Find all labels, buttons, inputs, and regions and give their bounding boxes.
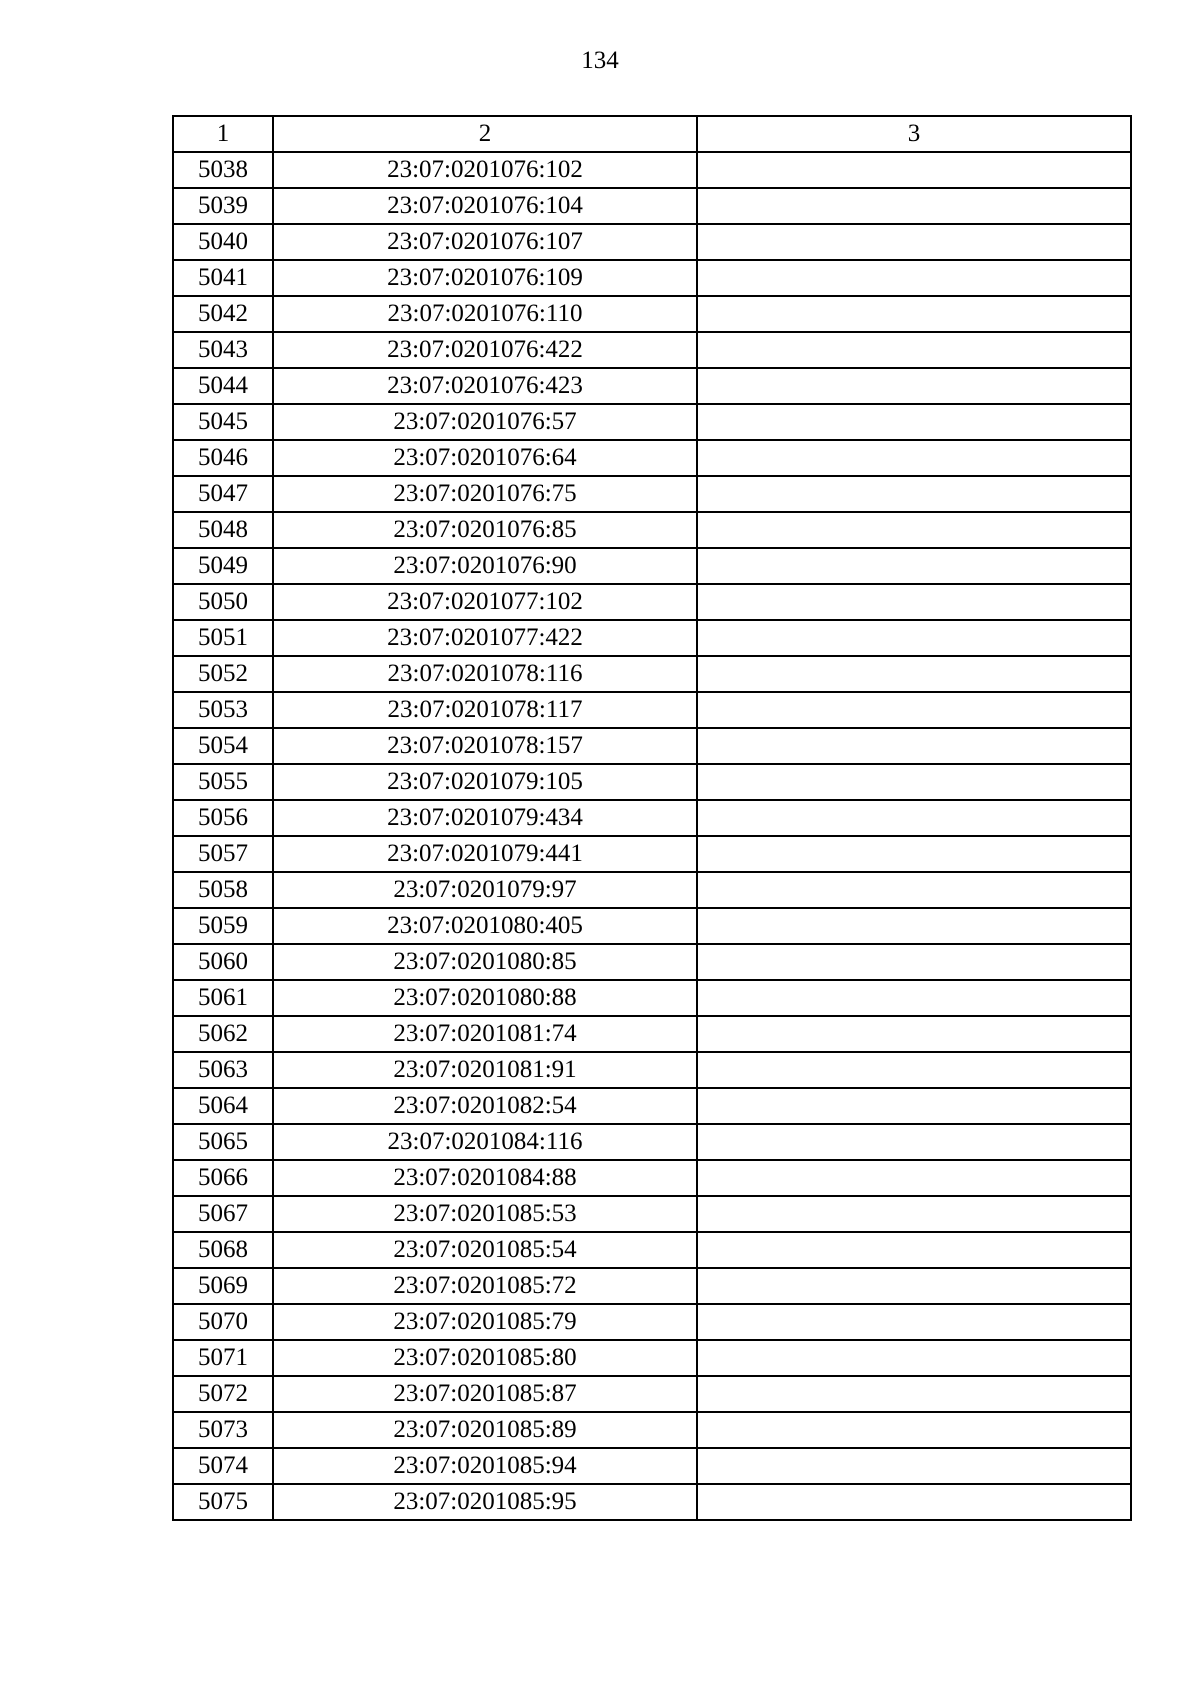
table-row bbox=[173, 476, 1131, 512]
row-number-cell: 5064 bbox=[173, 1088, 273, 1124]
row-number-cell: 5053 bbox=[173, 692, 273, 728]
row-number-cell: 5072 bbox=[173, 1376, 273, 1412]
note-cell bbox=[697, 1376, 1131, 1412]
row-number-cell: 5067 bbox=[173, 1196, 273, 1232]
row-number-cell: 5057 bbox=[173, 836, 273, 872]
row-number-cell: 5043 bbox=[173, 332, 273, 368]
cadastral-number-cell: 23:07:0201079:441 bbox=[273, 836, 697, 872]
cadastral-number-cell: 23:07:0201085:87 bbox=[273, 1376, 697, 1412]
row-number-cell: 5070 bbox=[173, 1304, 273, 1340]
cadastral-number-cell: 23:07:0201076:102 bbox=[273, 152, 697, 188]
row-number-cell: 5045 bbox=[173, 404, 273, 440]
cadastral-number-cell: 23:07:0201081:74 bbox=[273, 1016, 697, 1052]
note-cell bbox=[697, 440, 1131, 476]
note-cell bbox=[697, 152, 1131, 188]
cadastral-number-cell: 23:07:0201080:405 bbox=[273, 908, 697, 944]
note-cell bbox=[697, 1304, 1131, 1340]
cadastral-number-cell: 23:07:0201081:91 bbox=[273, 1052, 697, 1088]
note-cell bbox=[697, 1016, 1131, 1052]
cadastral-number-cell: 23:07:0201082:54 bbox=[273, 1088, 697, 1124]
table-row bbox=[173, 1160, 1131, 1196]
note-cell bbox=[697, 404, 1131, 440]
cadastral-table bbox=[172, 115, 1132, 1521]
table-row bbox=[173, 728, 1131, 764]
table-row bbox=[173, 188, 1131, 224]
row-number-cell: 5058 bbox=[173, 872, 273, 908]
cadastral-number-cell: 23:07:0201076:85 bbox=[273, 512, 697, 548]
cadastral-number-cell: 23:07:0201078:157 bbox=[273, 728, 697, 764]
cadastral-number-cell: 23:07:0201076:107 bbox=[273, 224, 697, 260]
row-number-cell: 5042 bbox=[173, 296, 273, 332]
note-cell bbox=[697, 368, 1131, 404]
table-row bbox=[173, 1484, 1131, 1520]
cadastral-number-cell: 23:07:0201085:53 bbox=[273, 1196, 697, 1232]
row-number-cell: 5060 bbox=[173, 944, 273, 980]
row-number-cell: 5047 bbox=[173, 476, 273, 512]
row-number-cell: 5048 bbox=[173, 512, 273, 548]
row-number-cell: 5039 bbox=[173, 188, 273, 224]
cadastral-number-cell: 23:07:0201076:422 bbox=[273, 332, 697, 368]
table-row bbox=[173, 368, 1131, 404]
cadastral-number-cell: 23:07:0201079:105 bbox=[273, 764, 697, 800]
cadastral-number-cell: 23:07:0201076:104 bbox=[273, 188, 697, 224]
cadastral-number-cell: 23:07:0201085:94 bbox=[273, 1448, 697, 1484]
note-cell bbox=[697, 584, 1131, 620]
table-row bbox=[173, 512, 1131, 548]
table-row bbox=[173, 224, 1131, 260]
row-number-cell: 5051 bbox=[173, 620, 273, 656]
table-row bbox=[173, 1088, 1131, 1124]
note-cell bbox=[697, 1052, 1131, 1088]
row-number-cell: 5049 bbox=[173, 548, 273, 584]
table-row bbox=[173, 1016, 1131, 1052]
note-cell bbox=[697, 1448, 1131, 1484]
table-row bbox=[173, 584, 1131, 620]
table-row bbox=[173, 620, 1131, 656]
row-number-cell: 5071 bbox=[173, 1340, 273, 1376]
note-cell bbox=[697, 944, 1131, 980]
row-number-cell: 5062 bbox=[173, 1016, 273, 1052]
row-number-cell: 5056 bbox=[173, 800, 273, 836]
note-cell bbox=[697, 980, 1131, 1016]
note-cell bbox=[697, 620, 1131, 656]
row-number-cell: 5068 bbox=[173, 1232, 273, 1268]
note-cell bbox=[697, 908, 1131, 944]
cadastral-number-cell: 23:07:0201080:88 bbox=[273, 980, 697, 1016]
note-cell bbox=[697, 1088, 1131, 1124]
table-row bbox=[173, 1448, 1131, 1484]
row-number-cell: 5059 bbox=[173, 908, 273, 944]
row-number-cell: 5054 bbox=[173, 728, 273, 764]
cadastral-number-cell: 23:07:0201076:90 bbox=[273, 548, 697, 584]
note-cell bbox=[697, 512, 1131, 548]
note-cell bbox=[697, 1196, 1131, 1232]
cadastral-number-cell: 23:07:0201079:97 bbox=[273, 872, 697, 908]
note-cell bbox=[697, 188, 1131, 224]
table-row bbox=[173, 296, 1131, 332]
table-row bbox=[173, 656, 1131, 692]
table-row bbox=[173, 1304, 1131, 1340]
note-cell bbox=[697, 836, 1131, 872]
note-cell bbox=[697, 728, 1131, 764]
cadastral-number-cell: 23:07:0201085:54 bbox=[273, 1232, 697, 1268]
cadastral-number-cell: 23:07:0201085:80 bbox=[273, 1340, 697, 1376]
note-cell bbox=[697, 872, 1131, 908]
table-row bbox=[173, 332, 1131, 368]
note-cell bbox=[697, 1160, 1131, 1196]
note-cell bbox=[697, 1124, 1131, 1160]
cadastral-number-cell: 23:07:0201076:57 bbox=[273, 404, 697, 440]
cadastral-number-cell: 23:07:0201076:110 bbox=[273, 296, 697, 332]
cadastral-number-cell: 23:07:0201077:422 bbox=[273, 620, 697, 656]
table-row bbox=[173, 836, 1131, 872]
row-number-cell: 5063 bbox=[173, 1052, 273, 1088]
cadastral-number-cell: 23:07:0201077:102 bbox=[273, 584, 697, 620]
table-row bbox=[173, 1268, 1131, 1304]
note-cell bbox=[697, 1412, 1131, 1448]
table-row bbox=[173, 800, 1131, 836]
row-number-cell: 5069 bbox=[173, 1268, 273, 1304]
cadastral-number-cell: 23:07:0201079:434 bbox=[273, 800, 697, 836]
table-body bbox=[173, 116, 1131, 1520]
note-cell bbox=[697, 224, 1131, 260]
page-number: 134 bbox=[581, 47, 619, 74]
table-row bbox=[173, 1196, 1131, 1232]
table-row bbox=[173, 1340, 1131, 1376]
note-cell bbox=[697, 656, 1131, 692]
note-cell bbox=[697, 1268, 1131, 1304]
row-number-cell: 5073 bbox=[173, 1412, 273, 1448]
note-cell bbox=[697, 764, 1131, 800]
table-row bbox=[173, 404, 1131, 440]
note-cell bbox=[697, 692, 1131, 728]
row-number-cell: 5052 bbox=[173, 656, 273, 692]
table-row bbox=[173, 1232, 1131, 1268]
table-row bbox=[173, 440, 1131, 476]
note-cell bbox=[697, 260, 1131, 296]
note-cell bbox=[697, 1340, 1131, 1376]
table-row bbox=[173, 692, 1131, 728]
table-row bbox=[173, 764, 1131, 800]
table-row bbox=[173, 944, 1131, 980]
table-row bbox=[173, 872, 1131, 908]
cadastral-number-cell: 23:07:0201076:109 bbox=[273, 260, 697, 296]
note-cell bbox=[697, 332, 1131, 368]
cadastral-number-cell: 23:07:0201085:89 bbox=[273, 1412, 697, 1448]
row-number-cell: 5041 bbox=[173, 260, 273, 296]
table-row bbox=[173, 1412, 1131, 1448]
column-header-1: 1 bbox=[173, 116, 273, 152]
table-row bbox=[173, 1376, 1131, 1412]
cadastral-number-cell: 23:07:0201085:72 bbox=[273, 1268, 697, 1304]
table-row bbox=[173, 260, 1131, 296]
row-number-cell: 5061 bbox=[173, 980, 273, 1016]
row-number-cell: 5065 bbox=[173, 1124, 273, 1160]
column-header-2: 2 bbox=[273, 116, 697, 152]
row-number-cell: 5044 bbox=[173, 368, 273, 404]
table-row bbox=[173, 1124, 1131, 1160]
cadastral-number-cell: 23:07:0201078:116 bbox=[273, 656, 697, 692]
row-number-cell: 5055 bbox=[173, 764, 273, 800]
table-row bbox=[173, 980, 1131, 1016]
row-number-cell: 5046 bbox=[173, 440, 273, 476]
column-header-3: 3 bbox=[697, 116, 1131, 152]
row-number-cell: 5074 bbox=[173, 1448, 273, 1484]
table-header-row bbox=[173, 116, 1131, 152]
note-cell bbox=[697, 1232, 1131, 1268]
row-number-cell: 5040 bbox=[173, 224, 273, 260]
cadastral-number-cell: 23:07:0201085:95 bbox=[273, 1484, 697, 1520]
table-row bbox=[173, 152, 1131, 188]
note-cell bbox=[697, 296, 1131, 332]
cadastral-number-cell: 23:07:0201076:64 bbox=[273, 440, 697, 476]
cadastral-number-cell: 23:07:0201076:75 bbox=[273, 476, 697, 512]
cadastral-number-cell: 23:07:0201084:116 bbox=[273, 1124, 697, 1160]
note-cell bbox=[697, 548, 1131, 584]
cadastral-number-cell: 23:07:0201076:423 bbox=[273, 368, 697, 404]
row-number-cell: 5075 bbox=[173, 1484, 273, 1520]
cadastral-number-cell: 23:07:0201085:79 bbox=[273, 1304, 697, 1340]
cadastral-number-cell: 23:07:0201078:117 bbox=[273, 692, 697, 728]
table-row bbox=[173, 908, 1131, 944]
cadastral-number-cell: 23:07:0201084:88 bbox=[273, 1160, 697, 1196]
row-number-cell: 5066 bbox=[173, 1160, 273, 1196]
note-cell bbox=[697, 476, 1131, 512]
row-number-cell: 5050 bbox=[173, 584, 273, 620]
table-row bbox=[173, 1052, 1131, 1088]
table-row bbox=[173, 548, 1131, 584]
cadastral-number-cell: 23:07:0201080:85 bbox=[273, 944, 697, 980]
row-number-cell: 5038 bbox=[173, 152, 273, 188]
note-cell bbox=[697, 800, 1131, 836]
note-cell bbox=[697, 1484, 1131, 1520]
